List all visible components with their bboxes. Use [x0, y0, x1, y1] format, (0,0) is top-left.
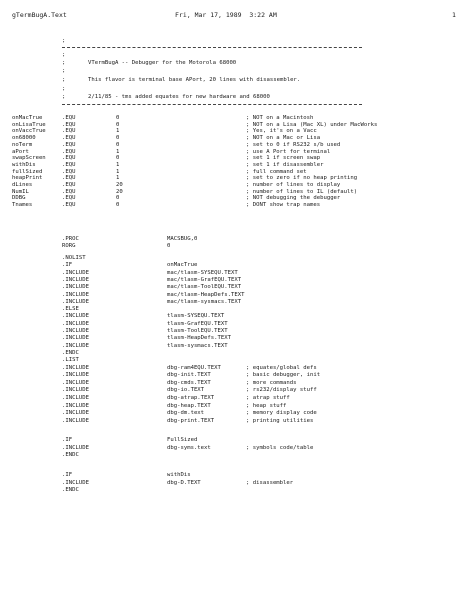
equate-value: 20 — [116, 182, 123, 188]
cond-argument: tlasm-HeapDefs.TEXT — [167, 335, 231, 342]
comment-marker: ; — [62, 68, 66, 74]
equate-directive: .EQU — [62, 161, 76, 168]
equate-comment: ; NOT on a Lisa (Mac XL) under MacWorks — [246, 121, 378, 128]
equate-comment: ; DONT show trap names — [246, 202, 321, 209]
fullsized-directive: .ENDC — [62, 452, 79, 458]
equate-comment: ; Yes, it's on a Vacc — [246, 128, 317, 135]
equate-directive: .EQU — [62, 141, 76, 148]
cond-directive: .IF — [62, 262, 73, 269]
equate-name: onMacTrue — [12, 115, 43, 121]
equate-name: DDBG — [12, 195, 26, 202]
include-comment: ; equates/global defs — [246, 364, 317, 371]
comment-marker: ; — [62, 77, 66, 83]
equate-comment: ; set to 0 if RS232 s/b used — [246, 141, 341, 148]
equate-directive: .EQU — [62, 182, 76, 188]
banner-rule-top — [62, 47, 362, 48]
cond-argument: mac/tlasm-GrafEQU.TEXT — [167, 276, 242, 283]
equate-name: fullSized — [12, 168, 43, 175]
proc-argument: MACSBUG,0 — [167, 236, 198, 242]
equate-value: 1 — [116, 168, 120, 175]
cond-directive: .INCLUDE — [62, 276, 89, 283]
fullsized-directive: .IF — [62, 437, 73, 443]
cond-directive: .NOLIST — [62, 255, 86, 261]
cond-directive: .INCLUDE — [62, 335, 89, 342]
equate-name: Tnames — [12, 202, 33, 209]
banner-history: 2/11/85 - tms added equates for new hardware and 68000 — [88, 94, 270, 100]
banner-rule-bottom — [62, 104, 362, 105]
equate-name: onLisaTrue — [12, 121, 46, 128]
comment-marker: ; — [62, 38, 66, 44]
equate-directive: .EQU — [62, 202, 76, 209]
equate-value: 1 — [116, 175, 120, 182]
equate-directive: .EQU — [62, 121, 76, 128]
fullsized-argument: FullSized — [167, 437, 198, 443]
equate-comment: ; NOT debugging the debugger — [246, 195, 341, 202]
cond-argument: mac/tlasm-ToolEQU.TEXT — [167, 284, 242, 291]
proc-directive: RORG — [62, 243, 76, 250]
include-comment: ; printing utilities — [246, 417, 314, 424]
equate-directive: .EQU — [62, 128, 76, 135]
equate-comment: ; use A Port for terminal — [246, 148, 331, 155]
include-comment: ; rs232/display stuff — [246, 387, 317, 394]
header-date: Fri, Mar 17, 1989 3:22 AM — [175, 11, 277, 19]
cond-argument: mac/tlasm-HeapDefs.TEXT — [167, 291, 245, 298]
fullsized-directive: .INCLUDE — [62, 444, 89, 451]
include-directive: .INCLUDE — [62, 379, 89, 386]
cond-argument: mac/tlasm-SYSEQU.TEXT — [167, 269, 238, 276]
include-directive: .LIST — [62, 357, 79, 363]
proc-argument: 0 — [167, 243, 171, 250]
include-file: dbg-io.TEXT — [167, 387, 205, 394]
include-comment: ; atrap stuff — [246, 395, 290, 401]
cond-argument: mac/tlasm-sysmacs.TEXT — [167, 298, 242, 305]
equate-name: heapPrint — [12, 175, 43, 182]
cond-argument: tlasm-SYSEQU.TEXT — [167, 313, 225, 320]
include-file: dbg-atrap.TEXT — [167, 395, 215, 401]
cond-directive: .INCLUDE — [62, 291, 89, 298]
equate-comment: ; full command set — [246, 168, 307, 175]
banner-flavor: This flavor is terminal base APort, 20 lines with disassembler. — [88, 77, 301, 83]
equate-value: 0 — [116, 141, 120, 148]
include-directive: .INCLUDE — [62, 417, 89, 424]
include-directive: .INCLUDE — [62, 395, 89, 401]
equate-comment: ; NOT on a Mac or Lisa — [246, 135, 321, 142]
include-file: dbg-dm.text — [167, 410, 205, 417]
banner-title: VTermBugA -- Debugger for the Motorola 68000 — [88, 60, 237, 66]
equate-value: 1 — [116, 148, 120, 155]
dis-argument: withDis — [167, 472, 191, 478]
include-comment: ; more commands — [246, 379, 297, 386]
cond-argument: tlasm-ToolEQU.TEXT — [167, 328, 228, 334]
dis-comment: ; disassembler — [246, 479, 294, 486]
cond-directive: .INCLUDE — [62, 284, 89, 291]
equate-value: 0 — [116, 121, 120, 128]
include-file: dbg-init.TEXT — [167, 372, 211, 379]
equate-name: on68000 — [12, 135, 36, 142]
include-comment: ; heap stuff — [246, 402, 287, 409]
header-page-number: 1 — [452, 11, 456, 19]
include-file: dbg-print.TEXT — [167, 417, 215, 424]
equate-directive: .EQU — [62, 148, 76, 155]
equate-value: 0 — [116, 195, 120, 202]
dis-directive: .ENDC — [62, 487, 79, 493]
include-comment: ; memory display code — [246, 410, 317, 417]
equate-comment: ; number of lines to IL (default) — [246, 188, 358, 195]
proc-directive: .PROC — [62, 236, 79, 242]
cond-argument: tlasm-GrafEQU.TEXT — [167, 320, 228, 327]
equate-name: NumIL — [12, 188, 29, 195]
comment-marker: ; — [62, 52, 66, 58]
cond-argument: tlasm-sysmacs.TEXT — [167, 342, 228, 349]
equate-directive: .EQU — [62, 175, 76, 182]
equate-value: 0 — [116, 135, 120, 142]
include-file: dbg-cmds.TEXT — [167, 379, 211, 386]
equate-directive: .EQU — [62, 195, 76, 202]
include-file: dbg-ram4EQU.TEXT — [167, 364, 221, 371]
fullsized-argument: dbg-syms.text — [167, 444, 211, 451]
equate-name: withDis — [12, 161, 36, 168]
dis-argument: dbg-D.TEXT — [167, 479, 201, 486]
include-comment: ; basic debugger, init — [246, 372, 321, 379]
cond-directive: .ELSE — [62, 306, 79, 313]
equate-value: 0 — [116, 202, 120, 209]
comment-marker: ; — [62, 86, 66, 92]
equate-comment: ; NOT on a Macintosh — [246, 115, 314, 121]
equate-directive: .EQU — [62, 155, 76, 162]
equate-value: 20 — [116, 188, 123, 195]
cond-directive: .INCLUDE — [62, 320, 89, 327]
equate-value: 1 — [116, 128, 120, 135]
equate-directive: .EQU — [62, 168, 76, 175]
cond-argument: onMacTrue — [167, 262, 198, 269]
cond-directive: .INCLUDE — [62, 328, 89, 334]
comment-marker: ; — [62, 94, 66, 100]
equate-value: 0 — [116, 155, 120, 162]
equate-name: onVaccTrue — [12, 128, 46, 135]
equate-value: 0 — [116, 115, 120, 121]
equate-comment: ; set 1 if disassembler — [246, 161, 324, 168]
equate-name: noTerm — [12, 141, 33, 148]
fullsized-comment: ; symbols code/table — [246, 444, 314, 451]
equate-comment: ; set 1 if screen swap — [246, 155, 321, 162]
include-directive: .INCLUDE — [62, 372, 89, 379]
equate-directive: .EQU — [62, 188, 76, 195]
equate-name: aPort — [12, 148, 29, 155]
include-directive: .INCLUDE — [62, 364, 89, 371]
header-filename: gTermBugA.Text — [12, 11, 67, 19]
dis-directive: .IF — [62, 472, 73, 478]
dis-directive: .INCLUDE — [62, 479, 89, 486]
equate-directive: .EQU — [62, 115, 76, 121]
equate-name: dLines — [12, 182, 33, 188]
cond-directive: .INCLUDE — [62, 298, 89, 305]
include-directive: .INCLUDE — [62, 410, 89, 417]
equate-comment: ; set to zero if no heap printing — [246, 175, 358, 182]
include-directive: .INCLUDE — [62, 402, 89, 409]
cond-directive: .INCLUDE — [62, 313, 89, 320]
equate-name: swapScreen — [12, 155, 46, 162]
include-directive: .INCLUDE — [62, 387, 89, 394]
cond-directive: .INCLUDE — [62, 342, 89, 349]
include-file: dbg-heap.TEXT — [167, 402, 211, 409]
comment-marker: ; — [62, 60, 66, 66]
cond-directive: .ENDC — [62, 349, 79, 356]
equate-value: 1 — [116, 161, 120, 168]
equate-directive: .EQU — [62, 135, 76, 142]
equate-comment: ; number of lines to display — [246, 182, 341, 188]
cond-directive: .INCLUDE — [62, 269, 89, 276]
